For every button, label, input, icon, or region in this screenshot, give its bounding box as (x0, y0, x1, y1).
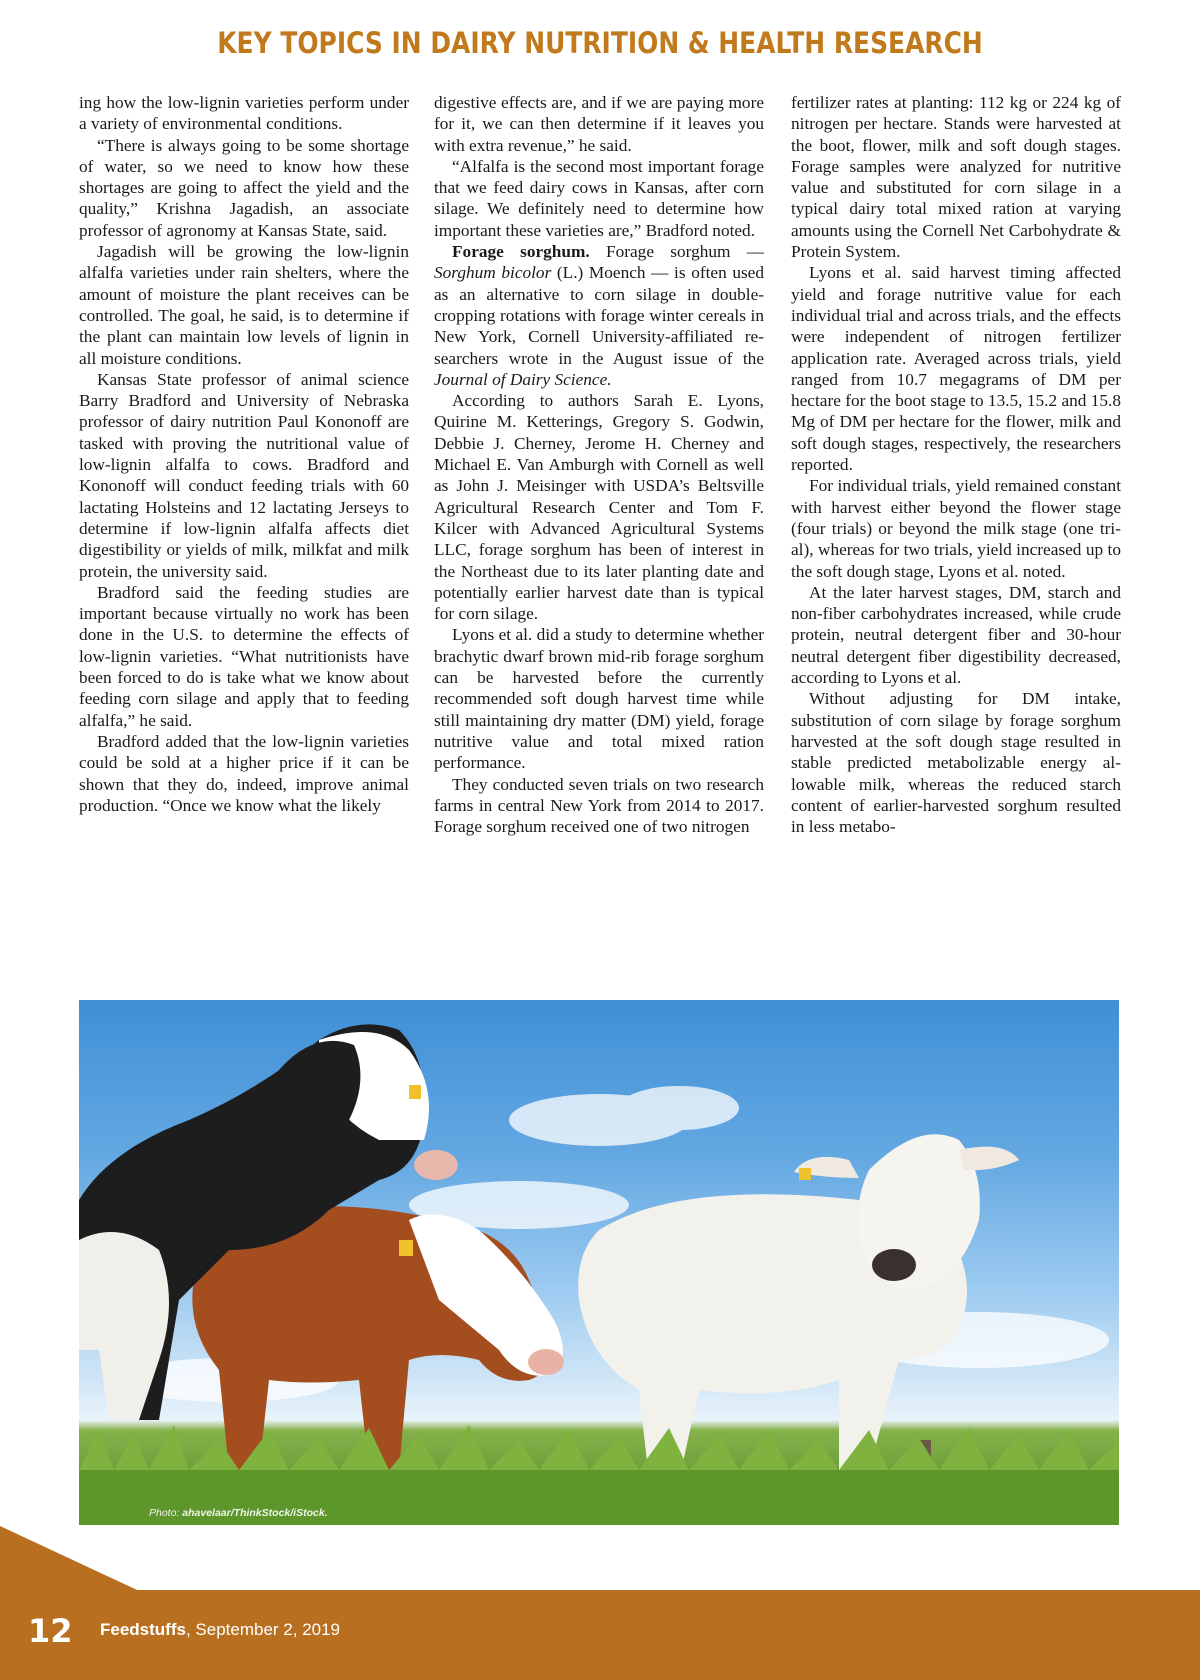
paragraph: At the later harvest stages, DM, starch and non-fiber carbohydrates increased, while crude protein, neutral detergent fiber and 30-hour neutral detergent fiber digestibility decreased, according to Lyons et al. (791, 582, 1121, 688)
paragraph: According to authors Sarah E. Lyons, Quirine M. Ketterings, Gregory S. Godwin, Debbie J. Cherney, Jerome H. Cherney and Michael E. Van Amburgh with Cornell as well as John J. Meisinger with USDA’s Beltsville Agricultural Research Center and Tom F. Kilcer with Advanced Agricultural Systems LLC, forage sorghum has been of interest in the Northeast due to its later planting date and potentially earlier harvest date than is typical for corn silage. (434, 391, 764, 624)
paragraph: digestive effects are, and if we are paying more for it, we can then determine if it leaves you with extra revenue,” he said. (434, 93, 764, 155)
cows-illustration (79, 1000, 1119, 1525)
paragraph: “There is always going to be some shortage of water, so we need to know how these shortages are going to affect the yield and the quality,” Krishna Jagadish, an associate professor of agronomy at Kansas State, said. (79, 135, 409, 240)
paragraph: For individual trials, yield remained constant with harvest either beyond the flower stage (four trials) or beyond the milk stage (one trial), whereas for two trials, yield increased up to the soft dough stage, Lyons et al. noted. (791, 476, 1121, 581)
text-run: Forage sorghum — (589, 242, 764, 262)
journal-name: Journal of Dairy Science. (434, 369, 612, 389)
paragraph: Lyons et al. said harvest timing affected yield and forage nutritive value for each individual trial and across trials, and the effects were independent of nitrogen fertilizer application rate. Averaged across trials, yield ranged from 10.7 megagrams of DM per hectare for the boot stage to 13.5, 15.2 and 15.8 Mg of DM per hectare for the flower, milk and soft dough stages, respectively, the researchers reported. (791, 263, 1121, 475)
white-cow (578, 1134, 1019, 1480)
paragraph: They conducted seven trials on two research farms in central New York from 2014 to 2017. Forage sorghum received one of two nitrogen (434, 774, 764, 837)
credit-prefix: Photo: (149, 1507, 183, 1519)
column-3 (791, 92, 1121, 837)
photo-credit (149, 1507, 328, 1519)
publication-date: , September 2, 2019 (185, 1620, 341, 1639)
publication-name: Feedstuffs (100, 1620, 186, 1639)
paragraph: Jagadish will be growing the low-lignin alfalfa varieties under rain shelters, where the amount of moisture the plant receives can be controlled. The goal, he said, is to determine if the plant can maintain low levels of lignin in all moisture conditions. (79, 242, 409, 368)
credit-name: ahavelaar/ThinkStock/iStock. (182, 1507, 328, 1519)
paragraph: Bradford added that the low-lignin varieties could be sold at a higher price if it can be shown that they do, indeed, improve animal production. “Once we know what the likely (79, 731, 409, 815)
footer-publication (100, 1620, 340, 1640)
column-2 (434, 92, 764, 837)
subhead: Forage sorghum. (452, 242, 590, 262)
paragraph: Kansas State professor of animal science Barry Bradford and University of Nebraska professor of dairy nutrition Paul Kononoff are tasked with proving the nutritional value of low-lignin alfalfa to cows. Bradford and Kononoff will conduct feeding trials with 60 lactating Holsteins and 12 lactating Jerseys to determine if low-lignin alfalfa affects diet digestibility or yields of milk, milkfat and milk protein, the university said. (79, 369, 409, 581)
species-name: Sorghum bicolor (434, 263, 552, 283)
column-1 (79, 92, 409, 816)
paragraph: Lyons et al. did a study to determine whether brachytic dwarf brown mid-rib forage sorghum can be harvested before the currently recommended soft dough harvest time while still maintaining dry matter (DM) yield, forage nutritive value and total mixed ration performance. (434, 625, 764, 773)
paragraph: “Alfalfa is the second most important forage that we feed dairy cows in Kansas, after corn silage. We definitely need to determine how important these varieties are,” Bradford noted. (434, 156, 764, 240)
paragraph: ing how the low-lignin varieties perform under a variety of environmental conditions. (79, 93, 409, 134)
page-number: 12 (28, 1612, 73, 1650)
paragraph: Bradford said the feeding studies are important because virtually no work has been done in the U.S. to determine the effects of low-lignin varieties. “What nutritionists have been forced to do is take what we know about feeding corn silage and apply that to feeding alfalfa,” he said. (79, 582, 409, 730)
section-header: KEY TOPICS IN DAIRY NUTRITION & HEALTH RESEARCH (217, 26, 983, 60)
article-body (79, 92, 1119, 992)
paragraph-forage-sorghum (434, 241, 764, 390)
text-run: (L.) Moench — is often used as an alternative to corn silage in double-cropping rotations with forage winter cereals in New York, Cornell University-affiliated researchers wrote in the August issue of the (434, 263, 764, 368)
paragraph: fertilizer rates at planting: 112 kg or 224 kg of nitrogen per hectare. Stands were harvested at the boot, flower, milk and soft dough stages. Forage samples were analyzed for nutritive value and substituted for corn silage in a typical dairy total mixed ration at varying amounts using the Cornell Net Carbohydrate & Protein System. (791, 93, 1121, 262)
paragraph: Without adjusting for DM intake, substitution of corn silage by forage sorghum harvested at the soft dough stage resulted in stable predicted metabolizable energy allowable milk, whereas the reduced starch content of earlier-harvested sorghum resulted in less metabo- (791, 689, 1121, 837)
cows-photo (79, 1000, 1119, 1525)
